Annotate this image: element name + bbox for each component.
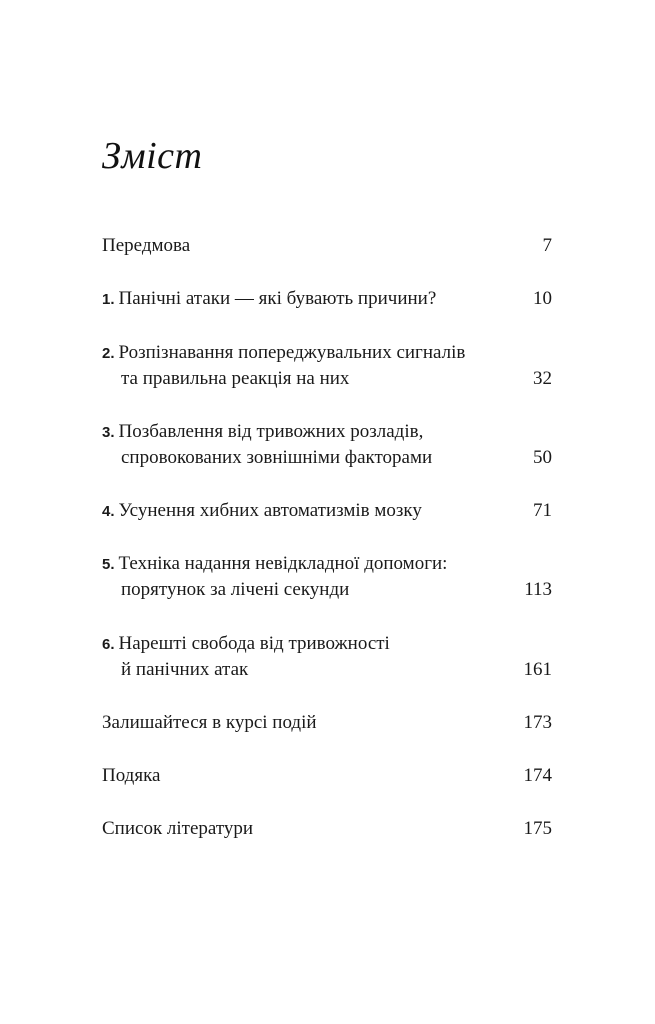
toc-entry-title-continuation: спровокованих зовнішніми факторами [121,447,433,468]
chapter-number: 4. [102,503,115,520]
toc-entry-title: Нарешті свобода від тривожності [118,633,390,654]
toc-entry-preface[interactable] [102,233,552,259]
toc-page-number: 175 [523,818,552,839]
toc-entry-title: Позбавлення від тривожних розладів, [118,421,424,442]
toc-entry-chapter-2[interactable] [102,340,552,392]
toc-page-number: 161 [523,659,552,680]
toc-entry-title: Передмова [102,235,191,256]
toc-entry-chapter-3[interactable] [102,419,552,471]
toc-page-number: 174 [523,765,552,786]
toc-page-number: 7 [542,235,552,256]
toc-page-number: 71 [533,500,552,521]
toc-entry-title: Подяка [102,765,161,786]
toc-entry-title-continuation: й панічних атак [121,659,249,680]
chapter-number: 5. [102,556,115,573]
toc-entry-bibliography[interactable] [102,816,552,842]
toc-page-number: 32 [533,368,552,389]
toc-entry-title-continuation: порятунок за лічені секунди [121,579,350,600]
toc-entry-title: Залишайтеся в курсі подій [102,712,317,733]
toc-page-number: 113 [524,579,552,600]
page-title: Зміст [102,135,203,177]
toc-entry-title: Розпізнавання попереджувальних сигналів [118,342,466,363]
toc-entry-title: Панічні атаки — які бувають причини? [118,288,437,309]
chapter-number: 2. [102,345,115,362]
toc-entry-chapter-5[interactable] [102,551,552,603]
toc-entry-acknowledgements[interactable] [102,763,552,789]
toc-entry-title-continuation: та правильна реакція на них [121,368,350,389]
toc-entry-title: Усунення хибних автоматизмів мозку [118,500,422,521]
chapter-number: 6. [102,636,115,653]
toc-entry-title: Техніка надання невідкладної допомоги: [118,553,448,574]
toc-entry-chapter-1[interactable] [102,286,552,312]
toc-entry-chapter-6[interactable] [102,631,552,683]
toc-page-number: 10 [533,288,552,309]
toc-entry-chapter-4[interactable] [102,498,552,524]
toc-entry-title: Список літератури [102,818,254,839]
toc-page-number: 173 [523,712,552,733]
chapter-number: 3. [102,424,115,441]
chapter-number: 1. [102,291,115,308]
toc-page-number: 50 [533,447,552,468]
toc-entry-stay-informed[interactable] [102,710,552,736]
